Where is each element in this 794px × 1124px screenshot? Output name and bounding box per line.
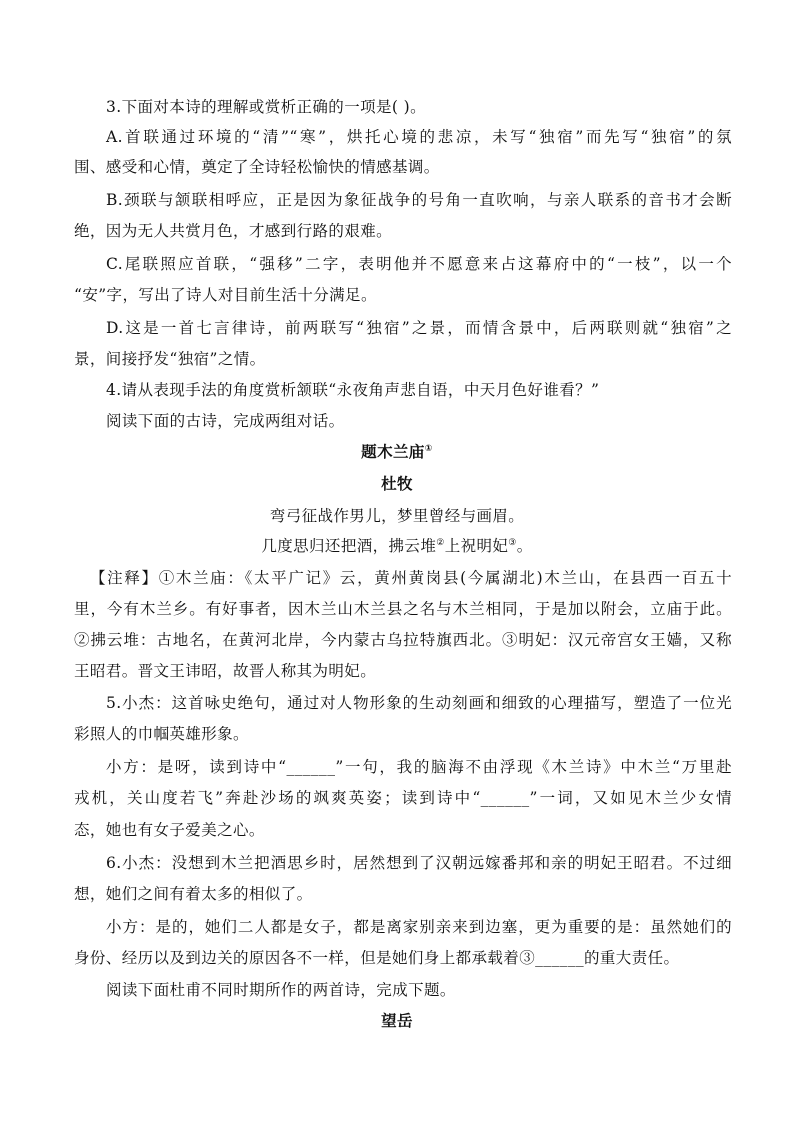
option-a-line-2: 围、感受和心情，奠定了全诗轻松愉快的情感基调。 xyxy=(74,158,440,176)
option-a-line-1: A.首联通过环境的“清”“寒”，烘托心境的悲凉，未写“独宿”而先写“独宿”的氛 xyxy=(106,128,732,146)
option-d-line-1: D.这是一首七言律诗，前两联写“独宿”之景，而情含景中，后两联则就“独宿”之 xyxy=(106,319,732,337)
reading-instruction-2: 阅读下面杜甫不同时期所作的两首诗，完成下题。 xyxy=(106,981,456,999)
poem-author: 杜牧 xyxy=(381,475,413,493)
question-3-stem: 3.下面对本诗的理解或赏析正确的一项是( )。 xyxy=(106,98,427,116)
annotation-line-4: 王昭君。晋文王讳昭，故晋人称其为明妃。 xyxy=(74,662,377,680)
annotation-line-3: ②拂云堆：古地名，在黄河北岸，今内蒙古乌拉特旗西北。③明妃：汉元帝宫女王嫱，又称 xyxy=(74,631,732,649)
poem-line-1: 弯弓征战作男儿，梦里曾经与画眉。 xyxy=(269,507,525,525)
question-5-line-3: 小方：是呀，读到诗中“______”一句，我的脑海不由浮现《木兰诗》中木兰“万里赴 xyxy=(106,758,732,776)
question-4: 4.请从表现手法的角度赏析颔联“永夜角声悲自语，中天月色好谁看？” xyxy=(106,381,600,399)
annotation-line-1: 【注释】①木兰庙：《太平广记》云，黄州黄岗县(今属湖北)木兰山，在县西一百五十 xyxy=(90,569,732,587)
poem-title: 题木兰庙① xyxy=(361,443,433,461)
option-b-line-1: B.颈联与颔联相呼应，正是因为象征战争的号角一直吹响，与亲人联系的音书才会断 xyxy=(106,191,732,209)
poem-2-title: 望岳 xyxy=(381,1012,413,1030)
question-6-line-2: 想，她们之间有着太多的相似了。 xyxy=(74,885,313,903)
option-c-line-2: “安”字，写出了诗人对目前生活十分满足。 xyxy=(74,286,377,304)
question-5-line-1: 5.小杰：这首咏史绝句，通过对人物形象的生动刻画和细致的心理描写，塑造了一位光 xyxy=(106,694,732,712)
question-5-line-2: 彩照人的巾帼英雄形象。 xyxy=(74,725,249,743)
reading-instruction-1: 阅读下面的古诗，完成两组对话。 xyxy=(106,412,345,430)
question-6-line-1: 6.小杰：没想到木兰把酒思乡时，居然想到了汉朝远嫁番邦和亲的明妃王昭君。不过细 xyxy=(106,854,732,872)
question-6-line-3: 小方：是的，她们二人都是女子，都是离家别亲来到边塞，更为重要的是：虽然她们的 xyxy=(106,918,732,936)
question-5-line-4: 戎机，关山度若飞”奔赴沙场的飒爽英姿；读到诗中“______”一词，又如见木兰少女情 xyxy=(74,789,732,807)
question-6-line-4: 身份、经历以及到边关的原因各不一样，但是她们身上都承载着③______的重大责任。 xyxy=(74,949,680,967)
annotation-line-2: 里，今有木兰乡。有好事者，因木兰山木兰县之名与木兰相同，于是加以附会，立庙于此。 xyxy=(74,600,732,618)
option-c-line-1: C.尾联照应首联，“强移”二字，表明他并不愿意来占这幕府中的“一枝”，以一个 xyxy=(106,255,732,273)
poem-line-2: 几度思归还把酒，拂云堆②上祝明妃③。 xyxy=(261,537,533,555)
option-b-line-2: 绝，因为无人共赏月色，才感到行路的艰难。 xyxy=(74,222,393,240)
question-5-line-5: 态，她也有女子爱美之心。 xyxy=(74,821,265,839)
option-d-line-2: 景，间接抒发“独宿”之情。 xyxy=(74,350,266,368)
